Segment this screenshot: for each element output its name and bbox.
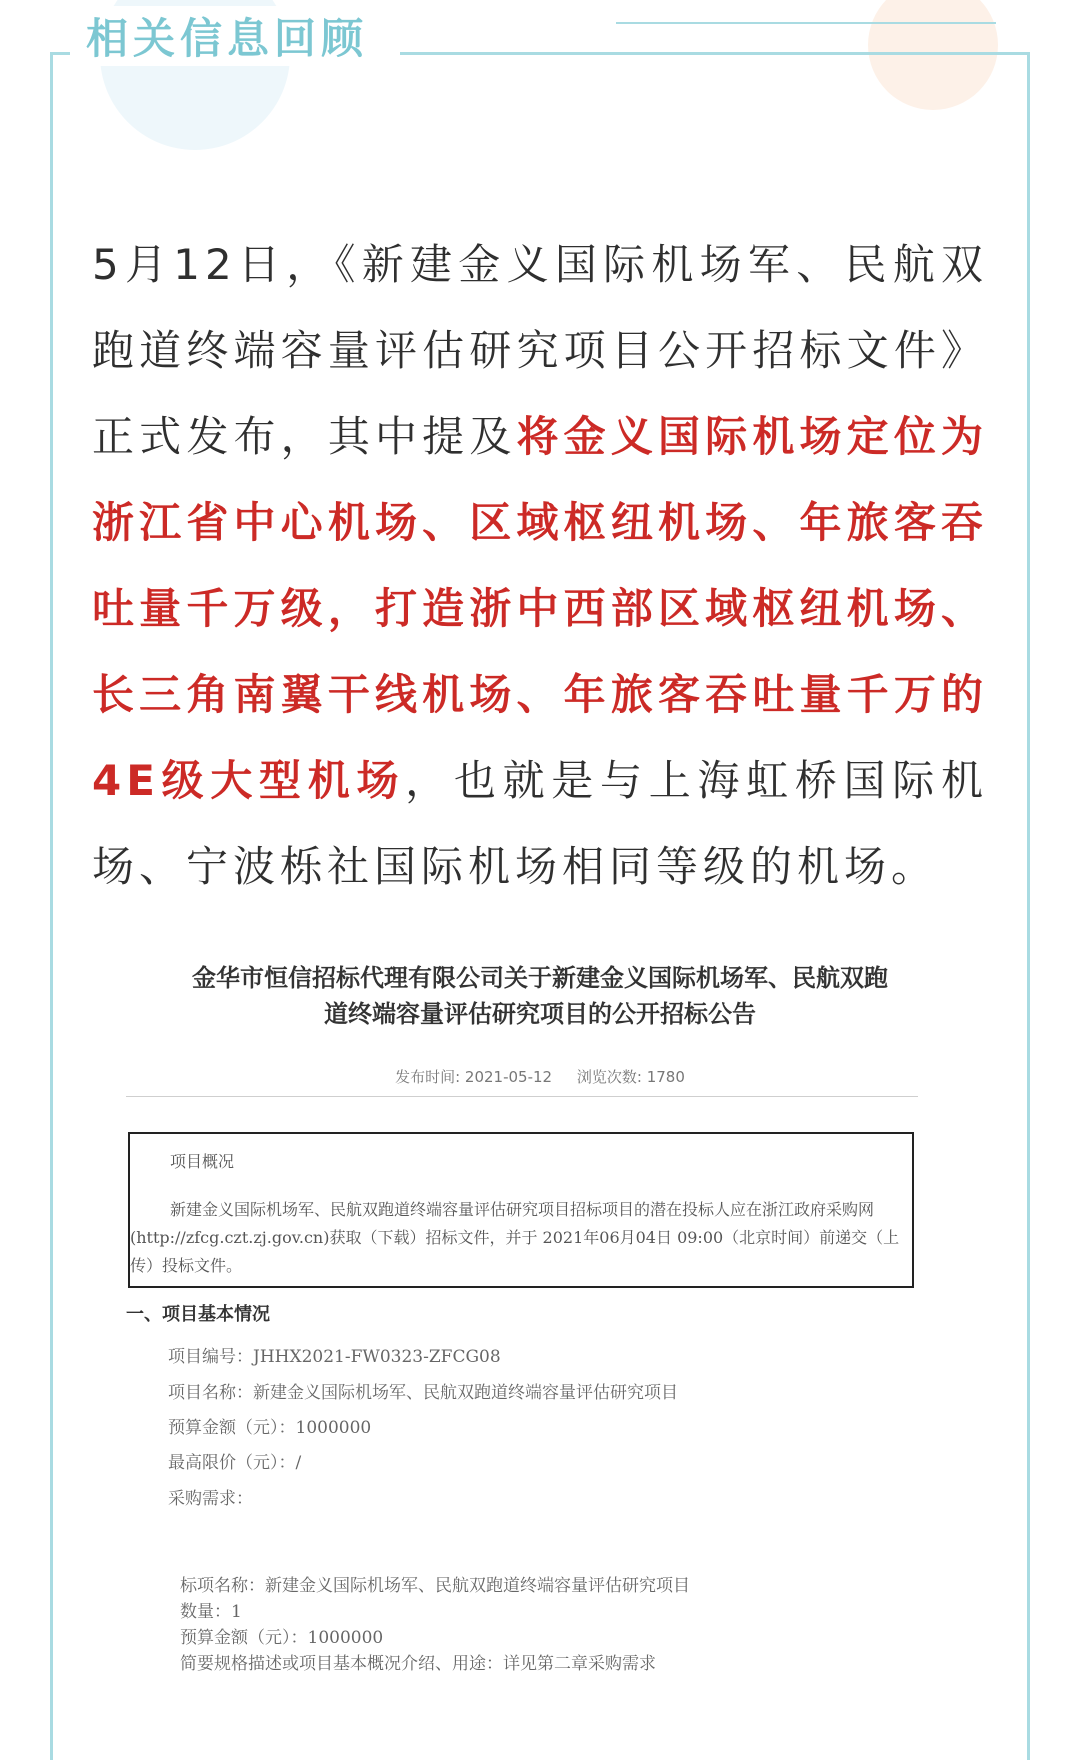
section-basic-info-title: 一、项目基本情况: [126, 1304, 270, 1325]
document-title: [120, 960, 960, 1032]
document-divider: [126, 1096, 918, 1097]
document-title-line-2: 道终端容量评估研究项目的公开招标公告: [324, 1000, 756, 1028]
frame-right-border: [1027, 52, 1030, 1760]
procurement-demand-label: 采购需求：: [168, 1489, 253, 1509]
paragraph-text-outro: ，也就是与上海虹桥国际机场、宁波栎社国际机场相同等级的机场。: [92, 756, 988, 891]
frame-top-line-right: [400, 52, 1030, 55]
lot-quantity: 数量：1: [180, 1602, 242, 1622]
project-overview-heading: 项目概况: [170, 1152, 235, 1171]
lot-name: 标项名称：新建金义国际机场军、民航双跑道终端容量评估研究项目: [180, 1576, 690, 1596]
paragraph-text-intro: 5月12日，《新建金义国际机场军、民航双跑道终端容量评估研究项目公开招标文件》正式发布，其中提及: [92, 240, 988, 461]
frame-top-line-left: [50, 52, 70, 55]
project-overview-text: 新建金义国际机场军、民航双跑道终端容量评估研究项目招标项目的潜在投标人应在浙江政府采购网(http://zfcg.czt.zj.gov.cn)获取（下载）招标文件，并于 2021年06月04日 09:00（北京时间）前递交（上传）投标文件。: [130, 1200, 900, 1275]
lot-description: 简要规格描述或项目基本概况介绍、用途：详见第二章采购需求: [180, 1654, 656, 1674]
view-count: 浏览次数: 1780: [576, 1068, 685, 1086]
document-meta: [120, 1066, 960, 1087]
project-overview-box: [128, 1132, 914, 1288]
frame-top-accent-line: [616, 22, 996, 24]
project-number: 项目编号：JHHX2021-FW0323-ZFCG08: [168, 1347, 501, 1367]
lot-budget: 预算金额（元）：1000000: [180, 1628, 384, 1648]
frame-left-border: [50, 52, 53, 1760]
budget-amount: 预算金额（元）：1000000: [168, 1418, 372, 1438]
paragraph-highlight: 将金义国际机场定位为浙江省中心机场、区域枢纽机场、年旅客吞吐量千万级，打造浙中西部区域枢纽机场、长三角南翼干线机场、年旅客吞吐量千万的4E级大型机场: [92, 412, 988, 805]
project-name: 项目名称：新建金义国际机场军、民航双跑道终端容量评估研究项目: [168, 1383, 678, 1403]
article-paragraph: [92, 222, 988, 910]
section-title: 相关信息回顾: [78, 6, 376, 66]
max-price: 最高限价（元）：/: [168, 1453, 302, 1473]
publish-date: 发布时间: 2021-05-12: [395, 1068, 553, 1086]
decorative-circle-right: [868, 0, 998, 110]
document-title-line-1: 金华市恒信招标代理有限公司关于新建金义国际机场军、民航双跑: [192, 964, 888, 992]
